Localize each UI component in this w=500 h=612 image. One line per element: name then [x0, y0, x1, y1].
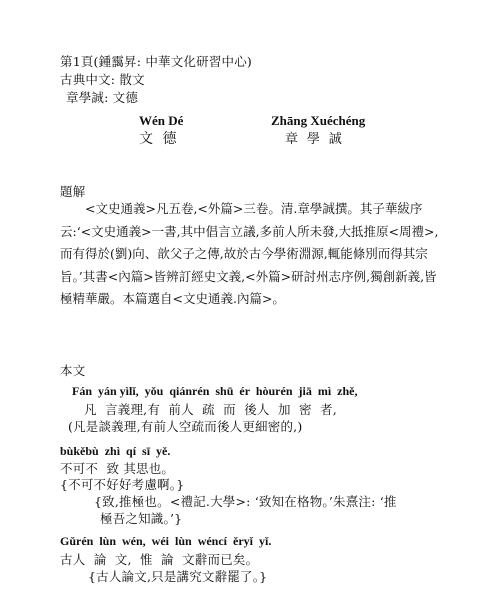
sentence2-chars: 不可不 致 其思也。 — [60, 461, 175, 476]
title-pinyin: Wén Dé — [139, 113, 184, 128]
sentence2-translation: {不可不好好考慮啊。} — [60, 477, 185, 492]
tijie-paragraph: <文史通義>凡五卷,<外篇>三卷。清.章學誠撰。其子華紱序云:‘<文史通義>一書,其中倡言立議,多前人所未發,大抵推原<周禮>,而有得於(劉)向、歆父子之傳,故於古今學術淵源,輒能條別而得其宗旨。’其書<內篇>皆辨訂經史文義,<外篇>研討州志序例,獨創新義,皆極精華嚴。本篇選自<文史通義.內篇>。 — [60, 201, 439, 306]
header-category-line: 古典中文: 散文 — [60, 72, 145, 87]
sentence2-note-line2: 極吾之知識。’} — [100, 511, 183, 526]
sentence1-pinyin: Fán yán yìlǐ, yǒu qiánrén shū ér hòurén jiā mì zhě, — [72, 384, 358, 398]
author-chars: 章 學 誠 — [285, 132, 342, 147]
sentence3-chars: 古人 論 文, 惟 論 文辭而已矣。 — [60, 552, 259, 567]
section-heading-tijie: 題解 — [60, 184, 86, 199]
sentence1-chars: 凡 言義理,有 前人 疏 而 後人 加 密 者, — [84, 402, 337, 417]
header-author-line: 章學誠: 文德 — [66, 90, 139, 105]
sentence1-translation: (凡是談義理,有前人空疏而後人更細密的,) — [68, 419, 303, 434]
sentence3-translation: {古人論文,只是講究文辭罷了。} — [88, 569, 268, 584]
header-page-line: 第1頁(鍾靄昇: 中華文化研習中心) — [60, 54, 252, 69]
section-heading-benwen: 本文 — [60, 363, 86, 378]
title-chars: 文 德 — [139, 131, 177, 147]
sentence3-pinyin: Gǔrén lùn wén, wéi lùn wéncí ěryǐ yǐ. — [60, 534, 272, 548]
author-pinyin: Zhāng Xuéchéng — [271, 113, 366, 128]
sentence2-note-line1: {致,推極也。<禮記.大學>: ‘致知在格物。’朱熹注: ‘推 — [94, 494, 397, 509]
sentence2-pinyin: bùkěbù zhì qí sī yě. — [60, 444, 171, 458]
